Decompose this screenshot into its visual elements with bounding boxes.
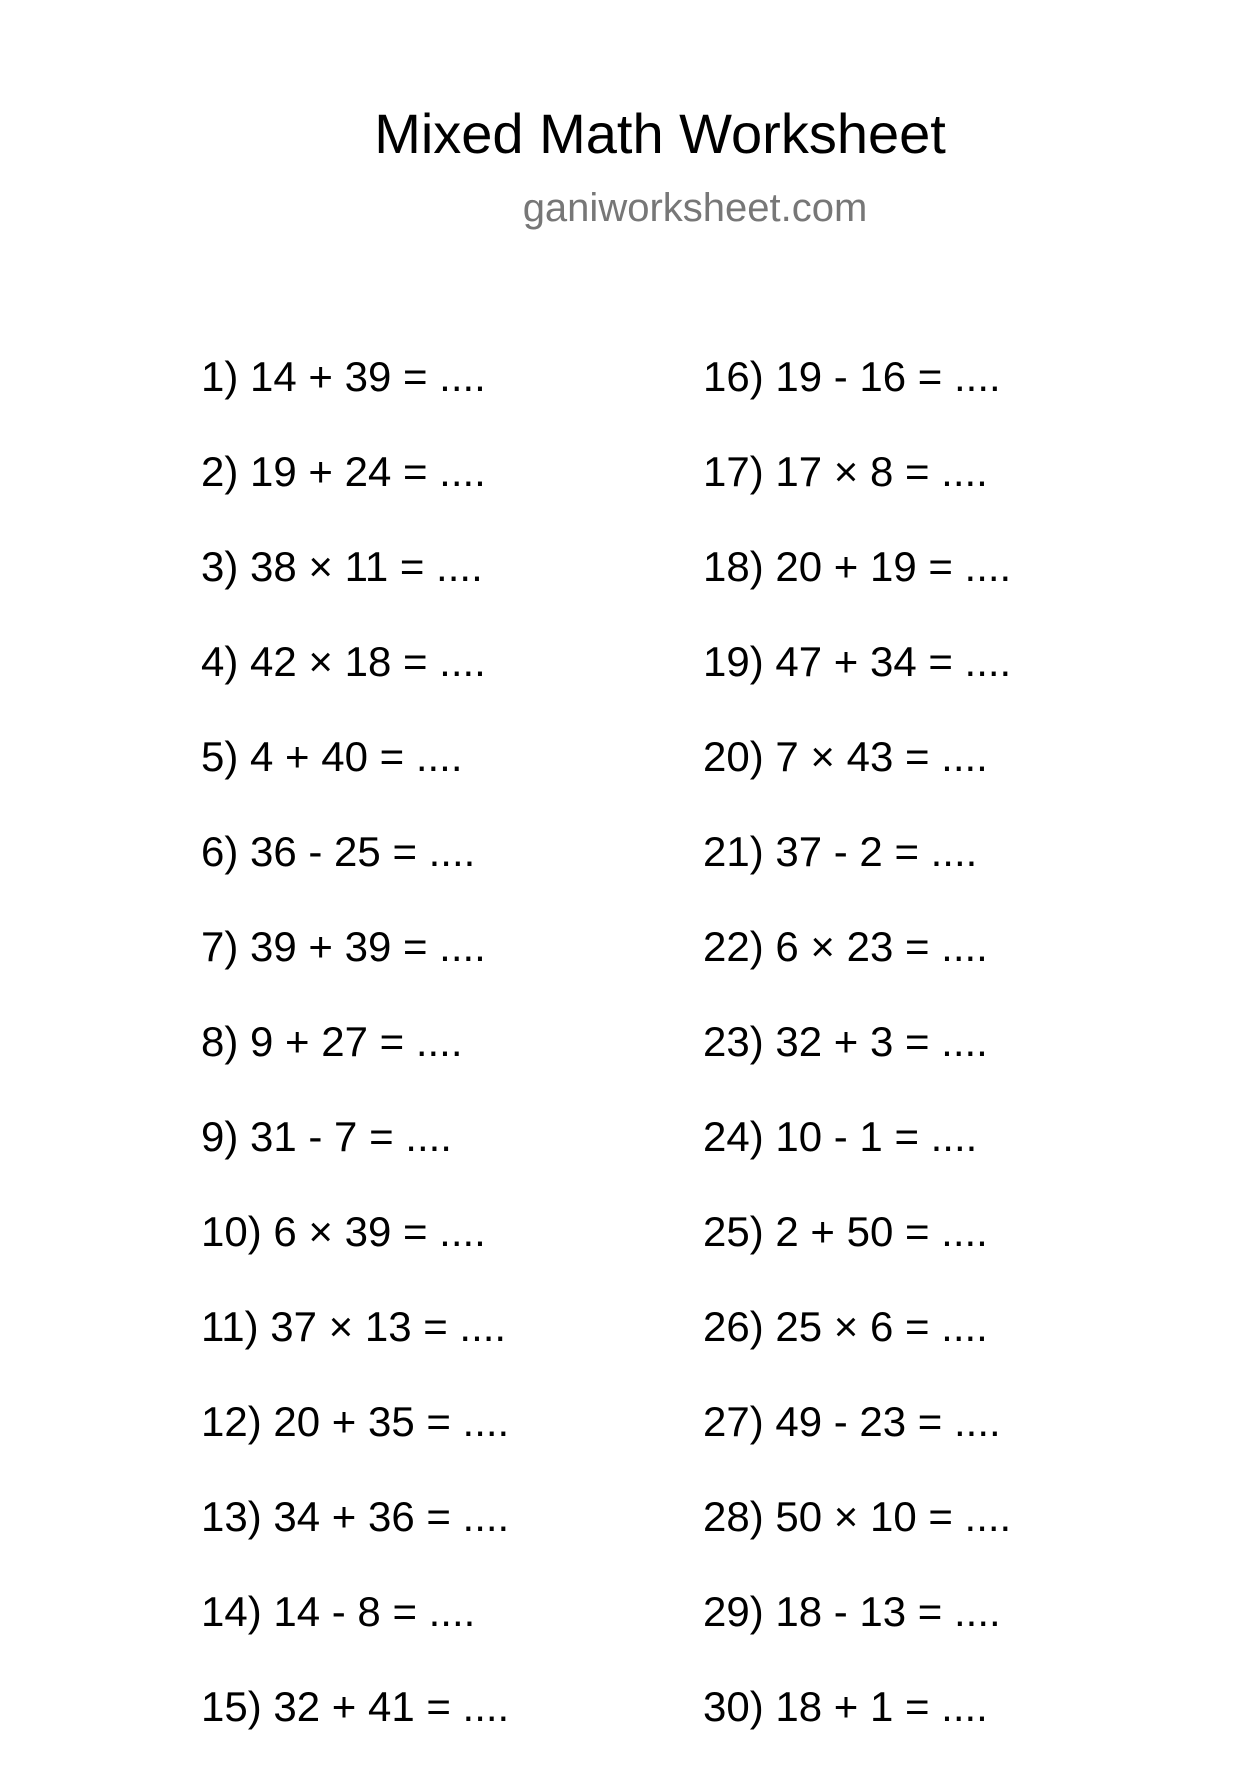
- problem-item: 11) 37 × 13 = ....: [201, 1303, 507, 1350]
- problem-item: 13) 34 + 36 = ....: [201, 1493, 510, 1540]
- problem-item: 20) 7 × 43 = ....: [703, 733, 988, 780]
- problem-item: 23) 32 + 3 = ....: [703, 1018, 988, 1065]
- problem-item: 3) 38 × 11 = ....: [201, 543, 483, 590]
- problem-item: 12) 20 + 35 = ....: [201, 1398, 510, 1445]
- problem-item: 16) 19 - 16 = ....: [703, 353, 1001, 400]
- problem-item: 10) 6 × 39 = ....: [201, 1208, 486, 1255]
- problem-item: 24) 10 - 1 = ....: [703, 1113, 978, 1160]
- problem-item: 21) 37 - 2 = ....: [703, 828, 978, 875]
- problem-item: 26) 25 × 6 = ....: [703, 1303, 988, 1350]
- problem-item: 1) 14 + 39 = ....: [201, 353, 486, 400]
- problem-item: 6) 36 - 25 = ....: [201, 828, 476, 875]
- problem-item: 17) 17 × 8 = ....: [703, 448, 988, 495]
- problem-item: 8) 9 + 27 = ....: [201, 1018, 463, 1065]
- problem-column-left: [201, 350, 509, 1775]
- problem-item: 28) 50 × 10 = ....: [703, 1493, 1012, 1540]
- problem-item: 15) 32 + 41 = ....: [201, 1683, 510, 1730]
- problem-item: 7) 39 + 39 = ....: [201, 923, 486, 970]
- problem-item: 5) 4 + 40 = ....: [201, 733, 463, 780]
- problem-item: 14) 14 - 8 = ....: [201, 1588, 476, 1635]
- page-title: Mixed Math Worksheet: [374, 102, 946, 165]
- problem-item: 30) 18 + 1 = ....: [703, 1683, 988, 1730]
- problem-column-right: [703, 350, 1011, 1775]
- problem-item: 4) 42 × 18 = ....: [201, 638, 486, 685]
- problem-item: 22) 6 × 23 = ....: [703, 923, 988, 970]
- problem-item: 18) 20 + 19 = ....: [703, 543, 1012, 590]
- problem-item: 19) 47 + 34 = ....: [703, 638, 1012, 685]
- problem-item: 9) 31 - 7 = ....: [201, 1113, 452, 1160]
- problem-item: 25) 2 + 50 = ....: [703, 1208, 988, 1255]
- problem-item: 27) 49 - 23 = ....: [703, 1398, 1001, 1445]
- problem-item: 29) 18 - 13 = ....: [703, 1588, 1001, 1635]
- page-subtitle: ganiworksheet.com: [522, 186, 868, 230]
- problem-item: 2) 19 + 24 = ....: [201, 448, 486, 495]
